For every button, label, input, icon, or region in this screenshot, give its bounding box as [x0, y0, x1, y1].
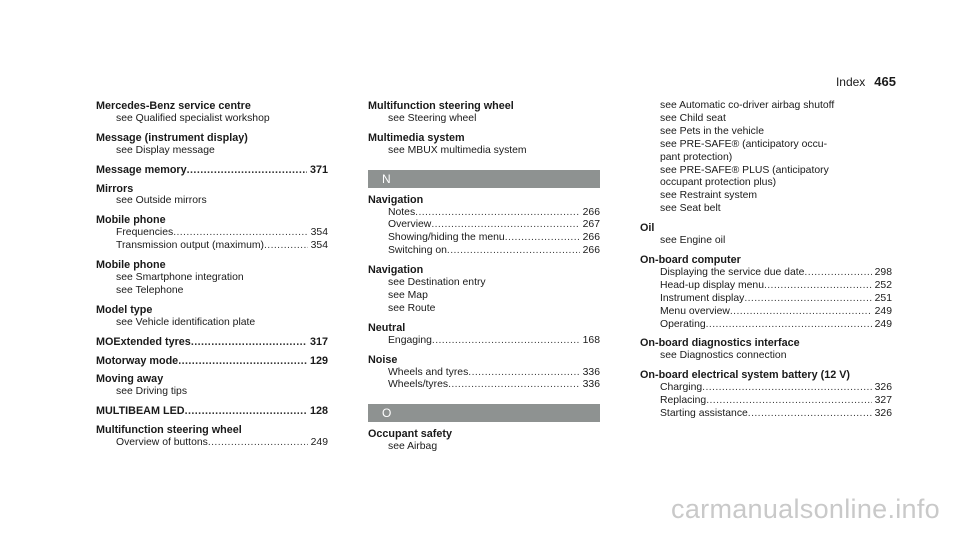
page-ref: 129: [309, 354, 328, 367]
index-subentry: [640, 280, 892, 293]
page-ref: 249: [874, 318, 892, 330]
index-subentry-text: Showing/hiding the menu: [388, 232, 505, 244]
index-subentry: see Pets in the vehicle: [660, 125, 764, 137]
index-subentry: [368, 379, 600, 392]
dot-leader: [187, 164, 307, 177]
index-subentry-text: Overview of buttons: [116, 437, 208, 449]
index-heading: [96, 336, 328, 349]
index-heading: Moving away: [96, 373, 164, 386]
page-ref: 266: [582, 245, 600, 257]
index-heading: [96, 164, 328, 177]
index-subentry: see Display message: [116, 144, 215, 156]
index-heading: Multimedia system: [368, 131, 465, 144]
index-subentry: [368, 219, 600, 232]
index-subentry: see Vehicle identification plate: [116, 316, 256, 328]
index-subentry: see PRE-SAFE® (anticipatory occu-: [660, 138, 828, 150]
section-letter: O: [368, 404, 600, 422]
dot-leader: [178, 355, 307, 368]
page-ref: 298: [874, 266, 892, 278]
index-subentry-text: Operating: [660, 318, 706, 330]
page-ref: 326: [874, 382, 892, 394]
index-subentry: occupant protection plus): [660, 177, 777, 189]
page-ref: 327: [874, 395, 892, 407]
index-subentry: see Engine oil: [660, 235, 726, 247]
dot-leader: [706, 319, 872, 332]
watermark: carmanualsonline.info: [671, 494, 940, 524]
dot-leader: [264, 240, 308, 253]
page-header: [836, 74, 896, 89]
index-subentry: [368, 232, 600, 245]
section-letter: N: [368, 170, 600, 188]
index-subentry-text: Head-up display menu: [660, 279, 764, 291]
page-ref: 251: [874, 292, 892, 304]
page-ref: 326: [874, 407, 892, 419]
index-subentry-text: Displaying the service due date: [660, 266, 805, 278]
index-heading: Navigation: [368, 264, 424, 277]
page-ref: 267: [582, 219, 600, 231]
index-heading: Multifunction steering wheel: [368, 100, 514, 112]
page-ref: 128: [309, 405, 328, 418]
index-subentry: see Telephone: [116, 284, 184, 296]
page-ref: 336: [582, 379, 600, 391]
page-ref: 249: [874, 305, 892, 317]
page-ref: 354: [310, 240, 328, 252]
index-heading: Occupant safety: [368, 428, 453, 441]
dot-leader: [468, 367, 579, 380]
index-subentry-text: Wheels/tyres: [388, 379, 449, 391]
index-heading: Mercedes-Benz service centre: [96, 100, 251, 112]
index-subentry: see Destination entry: [388, 277, 486, 289]
index-heading: [96, 405, 328, 418]
page-number: 465: [874, 74, 896, 89]
dot-leader: [415, 207, 580, 220]
index-subentry-text: Transmission output (maximum): [116, 240, 265, 252]
dot-leader: [804, 267, 871, 280]
index-heading: Mobile phone: [96, 259, 166, 272]
dot-leader: [748, 408, 872, 421]
index-subentry: see Automatic co-driver airbag shutoff: [660, 100, 835, 111]
dot-leader: [730, 306, 872, 319]
index-heading: On-board diagnostics interface: [640, 337, 800, 350]
index-subentry: see Steering wheel: [388, 112, 477, 124]
index-subentry: [640, 382, 892, 395]
index-column-3: [640, 100, 892, 421]
index-subentry: see Route: [388, 302, 436, 314]
index-subentry: [640, 319, 892, 332]
dot-leader: [208, 437, 308, 450]
dot-leader: [185, 405, 307, 418]
dot-leader: [744, 293, 871, 306]
index-subentry: see Child seat: [660, 112, 726, 124]
index-subentry: [368, 245, 600, 258]
index-subentry-text: Starting assistance: [660, 407, 748, 419]
index-subentry: pant protection): [660, 151, 733, 163]
index-subentry: see Diagnostics connection: [660, 350, 787, 362]
dot-leader: [706, 395, 871, 408]
page-ref: 317: [309, 335, 328, 348]
index-subentry: [640, 306, 892, 319]
index-subentry: [640, 395, 892, 408]
index-heading: Multifunction steering wheel: [96, 424, 242, 437]
index-subentry: [96, 240, 328, 253]
index-subentry-text: Replacing: [660, 395, 707, 407]
dot-leader: [447, 245, 580, 258]
index-subentry: [640, 267, 892, 280]
page-ref: 336: [582, 366, 600, 378]
index-subentry: see Smartphone integration: [116, 271, 244, 283]
dot-leader: [448, 379, 580, 392]
index-subentry: [96, 437, 328, 450]
index-column-2: [368, 100, 600, 454]
index-subentry-text: Frequencies: [116, 227, 174, 239]
dot-leader: [173, 227, 307, 240]
index-heading-text: MULTIBEAM LED: [96, 405, 185, 418]
index-subentry-text: Overview: [388, 219, 432, 231]
index-heading: Model type: [96, 303, 153, 316]
index-subentry-text: Menu overview: [660, 305, 730, 317]
index-subentry: see Qualified specialist workshop: [116, 112, 270, 124]
index-column-1: [96, 100, 328, 450]
dot-leader: [431, 219, 579, 232]
index-subentry: see Airbag: [388, 441, 438, 453]
index-subentry: [368, 335, 600, 348]
page-ref: 354: [310, 227, 328, 239]
index-subentry: see Driving tips: [116, 386, 188, 398]
index-subentry: see PRE-SAFE® PLUS (anticipatory: [660, 164, 829, 176]
page-ref: 168: [582, 334, 600, 346]
index-heading-text: MOExtended tyres: [96, 335, 191, 348]
index-subentry: see Seat belt: [660, 203, 721, 215]
index-heading: Noise: [368, 353, 398, 366]
index-subentry: [368, 367, 600, 380]
index-subentry: see Restraint system: [660, 190, 758, 202]
index-heading: Neutral: [368, 321, 406, 334]
dot-leader: [702, 382, 871, 395]
index-subentry-text: Notes: [388, 206, 416, 218]
index-subentry-text: Engaging: [388, 334, 432, 346]
page-ref: 371: [309, 163, 328, 176]
index-subentry-text: Charging: [660, 382, 703, 394]
index-subentry-text: Switching on: [388, 245, 447, 257]
index-heading: Mirrors: [96, 182, 134, 195]
index-subentry: [96, 227, 328, 240]
dot-leader: [432, 335, 580, 348]
index-heading: [96, 355, 328, 368]
page-ref: 266: [582, 232, 600, 244]
index-subentry: see Map: [388, 289, 428, 301]
page-ref: 249: [310, 437, 328, 449]
index-heading: Oil: [640, 222, 655, 235]
index-subentry: [368, 207, 600, 220]
index-subentry-text: Wheels and tyres: [388, 366, 469, 378]
index-heading: Mobile phone: [96, 214, 166, 227]
dot-leader: [191, 336, 307, 349]
index-subentry: see Outside mirrors: [116, 195, 207, 207]
index-subentry: [640, 408, 892, 421]
dot-leader: [764, 280, 872, 293]
index-heading: Navigation: [368, 193, 424, 206]
index-subentry: see MBUX multimedia system: [388, 144, 527, 156]
index-subentry-text: Instrument display: [660, 292, 745, 304]
index-heading: Message (instrument display): [96, 131, 248, 144]
index-heading: On-board electrical system battery (12 V): [640, 369, 851, 382]
index-subentry: [640, 293, 892, 306]
page-ref: 252: [874, 279, 892, 291]
index-label: Index: [835, 75, 866, 89]
index-heading-text: Motorway mode: [96, 354, 179, 367]
index-heading-text: Message memory: [96, 163, 187, 176]
page-ref: 266: [582, 206, 600, 218]
dot-leader: [505, 232, 580, 245]
index-heading: On-board computer: [640, 253, 741, 266]
